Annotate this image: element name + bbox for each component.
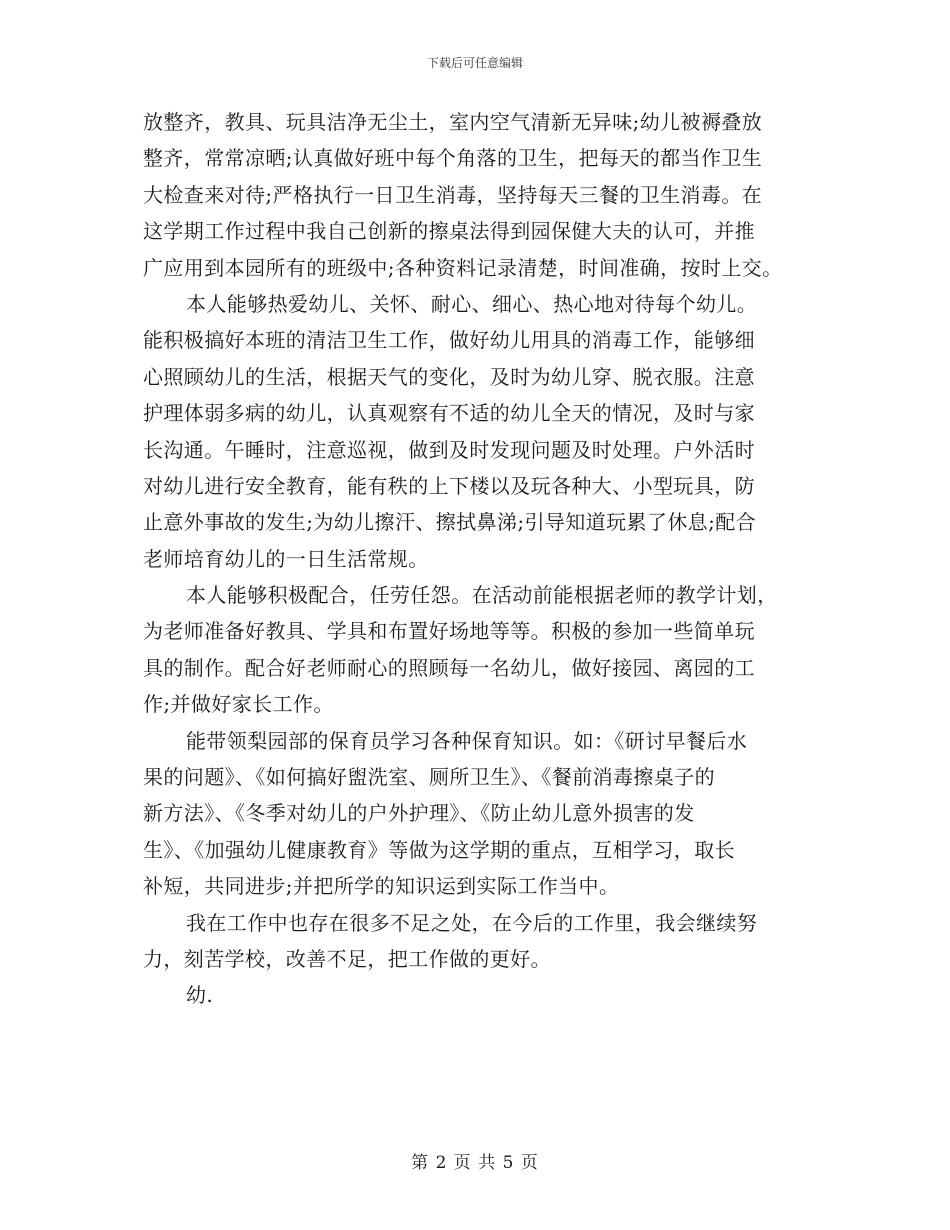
page-header: 下载后可任意编辑: [426, 56, 523, 70]
text-line: 本人能够热爱幼儿、关怀、耐心、细心、热心地对待每个幼儿。: [186, 291, 758, 316]
text-line: 新方法》、《冬季对幼儿的户外护理》、《防止幼儿意外损害的发: [143, 801, 695, 826]
text-line: 我在工作中也存在很多不足之处，在今后的工作里，我会继续努: [186, 910, 758, 935]
text-line: 果的问题》、《如何搞好盥洗室、厕所卫生》、《餐前消毒擦桌子的: [143, 765, 715, 790]
text-line: 整齐，常常凉晒;认真做好班中每个角落的卫生，把每天的都当作卫生: [143, 146, 763, 171]
document-body: [143, 104, 823, 1014]
text-line: 为老师准备好教具、学具和布置好场地等等。积极的参加一些简单玩: [143, 619, 755, 644]
text-line: 长沟通。午睡时，注意巡视，做到及时发现问题及时处理。户外活时: [143, 437, 755, 462]
text-line: 老师培育幼儿的一日生活常规。: [143, 546, 429, 571]
text-line: 作;并做好家长工作。: [143, 692, 334, 717]
text-line: 力，刻苦学校，改善不足，把工作做的更好。: [143, 946, 551, 971]
text-line: 止意外事故的发生;为幼儿擦汗、擦拭鼻涕;引导知道玩累了休息;配合: [143, 510, 757, 535]
text-line: 对幼儿进行安全教育，能有秩的上下楼以及玩各种大、小型玩具，防: [143, 473, 755, 498]
text-line: 本人能够积极配合，任劳任怨。在活动前能根据老师的教学计划，: [186, 583, 778, 608]
text-line: 具的制作。配合好老师耐心的照顾每一名幼儿，做好接园、离园的工: [143, 655, 755, 680]
text-line: 护理体弱多病的幼儿，认真观察有不适的幼儿全天的情况，及时与家: [143, 401, 755, 426]
text-line: 幼.: [186, 983, 214, 1008]
text-line: 这学期工作过程中我自己创新的擦桌法得到园保健大夫的认可，并推: [143, 219, 755, 244]
page-number-footer: 第 2 页 共 5 页: [411, 1153, 539, 1173]
text-line: 放整齐，教具、玩具洁净无尘土，室内空气清新无异味;幼儿被褥叠放: [143, 110, 763, 134]
text-line: 生》、《加强幼儿健康教育》等做为这学期的重点，互相学习，取长: [143, 837, 735, 862]
text-line: 广应用到本园所有的班级中;各种资料记录清楚，时间准确，按时上交。: [143, 255, 783, 280]
text-line: 能带领梨园部的保育员学习各种保育知识。如：《研讨早餐后水: [186, 728, 748, 753]
text-line: 大检查来对待;严格执行一日卫生消毒，坚持每天三餐的卫生消毒。在: [143, 182, 763, 207]
text-line: 能积极搞好本班的清洁卫生工作，做好幼儿用具的消毒工作，能够细: [143, 328, 755, 353]
text-line: 心照顾幼儿的生活，根据天气的变化，及时为幼儿穿、脱衣服。注意: [143, 364, 755, 389]
text-line: 补短，共同进步;并把所学的知识运到实际工作当中。: [143, 874, 620, 899]
